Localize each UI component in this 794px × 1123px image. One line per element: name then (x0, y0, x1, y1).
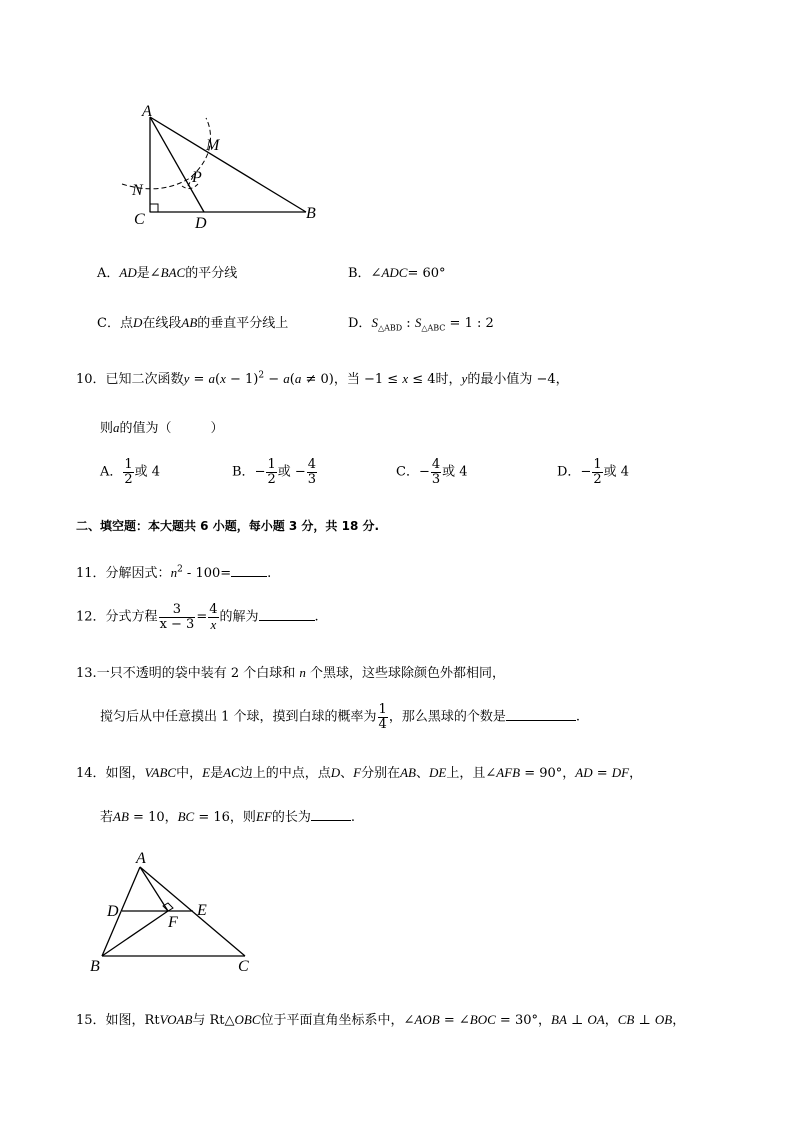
answer-blank[interactable] (506, 708, 576, 721)
fraction: $\frac{4}{3}$ (307, 457, 317, 487)
q10-option-c[interactable]: C．− $\frac{4}{3}$ 或 4 (396, 457, 468, 487)
q13-line1: 13.一只不透明的袋中装有 2 个白球和 n 个黑球，这些球除颜色外都相同， (76, 665, 505, 681)
q14-line1: 14．如图，VABC中，E是AC边上的中点，点D、F分别在AB、DE上，且∠AFB = 90°，AD = DF， (76, 765, 643, 781)
label-m: M (206, 137, 220, 154)
fraction: $\frac{1}{2}$ (593, 457, 602, 487)
segment-ab (150, 117, 306, 212)
q10-stem-line2: 则a的值为（ ） (100, 420, 224, 436)
answer-blank[interactable] (311, 808, 351, 821)
section-heading-fill-in: 二、填空题：本大题共 6 小题，每小题 3 分，共 18 分. (76, 519, 380, 533)
fraction: $\frac{1}{4}$ (378, 702, 387, 732)
q13-line2: 搅匀后从中任意摸出 1 个球，摸到白球的概率为 $\frac{1}{4}$ ，那么黑球的个数是 . (100, 702, 580, 732)
label-p: P (192, 169, 202, 186)
fraction: $\frac{4}{x}$ (209, 602, 218, 632)
segment-af (140, 867, 168, 911)
q15-line1: 15．如图，RtVOAB与 Rt△OBC位于平面直角坐标系中，∠AOB = ∠BOC = 30°，BA ⊥ OA，CB ⊥ OB， (76, 1012, 686, 1028)
label-b: B (90, 958, 100, 975)
label-d: D (195, 215, 207, 232)
label-c: C (134, 211, 145, 228)
q10-option-b[interactable]: B．− $\frac{1}{2}$ 或 − $\frac{4}{3}$ (232, 457, 317, 487)
q12: 12．分式方程 $\frac{3}{x - 3}$ = $\frac{4}{x}$ 的解为 . (76, 602, 319, 632)
q10-option-a[interactable]: A． $\frac{1}{2}$ 或 4 (100, 457, 161, 487)
answer-blank[interactable] (259, 608, 315, 621)
q9-option-c[interactable]: C．点D在线段AB的垂直平分线上 (97, 315, 289, 331)
fraction: $\frac{1}{2}$ (124, 457, 133, 487)
right-angle-mark (150, 204, 158, 212)
q9-option-b[interactable]: B．∠ADC= 60° (348, 265, 446, 281)
answer-blank[interactable] (231, 564, 267, 577)
fraction: $\frac{1}{2}$ (267, 457, 276, 487)
label-f: F (168, 914, 178, 931)
label-e: E (197, 902, 207, 919)
label-a: A (136, 850, 146, 867)
segment-ad (150, 117, 204, 212)
q10-stem: 10．已知二次函数$y = a(x - 1)^2 - a(a \ne 0)$，当 −1 ≤ x ≤ 4时，y的最小值为 −4， (76, 370, 569, 387)
q9-option-a[interactable]: A．AD是∠BAC的平分线 (97, 265, 238, 281)
label-a: A (142, 103, 152, 120)
q11: 11．分解因式：$n^2 - 100=$ . (76, 564, 272, 581)
fraction: $\frac{4}{3}$ (431, 457, 441, 487)
label-c: C (238, 958, 249, 975)
figure-triangle-abc-midpoint (85, 845, 265, 980)
label-n: N (132, 182, 143, 199)
q10-option-d[interactable]: D．− $\frac{1}{2}$ 或 4 (557, 457, 630, 487)
q14-line2: 若AB = 10，BC = 16，则EF的长为 . (100, 809, 355, 825)
label-d: D (107, 903, 119, 920)
q9-option-d[interactable]: D．$S_{\triangle ABD}$ : $S_{\triangle ABC} = 1$ : 2 (348, 315, 494, 333)
label-b: B (306, 205, 316, 222)
figure-triangle-abc-bisector (120, 100, 340, 240)
fraction: $\frac{3}{x - 3}$ (159, 602, 195, 632)
